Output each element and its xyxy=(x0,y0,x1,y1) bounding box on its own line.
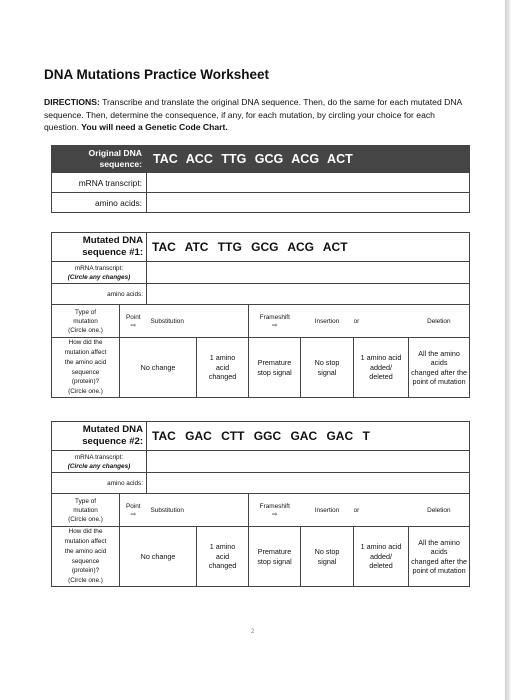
page-number: 2 xyxy=(251,629,255,635)
original-mrna-label: mRNA transcript: xyxy=(52,173,147,193)
mutation-1-mrna-label: mRNA transcript: (Circle any changes) xyxy=(52,262,147,284)
mutation-2-no-change-option[interactable]: No change xyxy=(120,527,197,587)
mutation-1-substitution-option[interactable]: Substitution xyxy=(147,305,249,338)
mutation-1-amino-label: amino acids: xyxy=(52,284,147,305)
mutation-2-effect-label: How did the mutation affect the amino acid sequence (protein)? (Circle one.) xyxy=(52,527,120,587)
mutation-2-amino-answer[interactable] xyxy=(147,473,470,494)
mutation-2-premature-stop-option[interactable]: Premature stop signal xyxy=(249,527,301,587)
original-amino-label: amino acids: xyxy=(52,193,147,213)
mutation-2-point-option[interactable]: Point ⇨ xyxy=(120,494,147,527)
mutation-1-no-change-option[interactable]: No change xyxy=(120,338,197,398)
page-shadow xyxy=(505,0,511,700)
arrow-right-icon: ⇨ xyxy=(272,510,278,518)
directions-body: Transcribe and translate the original DNA sequence. Then, do the same for each mutated DNA sequence. Then, determine the consequence, if any, for each mutation, by circling your choice for each question. xyxy=(44,97,462,133)
mutation-1-or-text: or xyxy=(354,305,409,338)
mutation-2-type-label: Type of mutation (Circle one.) xyxy=(52,494,120,527)
original-mrna-answer[interactable] xyxy=(147,173,470,193)
original-amino-answer[interactable] xyxy=(147,193,470,213)
mutation-1-effect-label: How did the mutation affect the amino acid sequence (protein)? (Circle one.) xyxy=(52,338,120,398)
mutation-1-sequence: TAC ATC TTG GCG ACG ACT xyxy=(147,233,470,262)
mutation-1-type-label: Type of mutation (Circle one.) xyxy=(52,305,120,338)
mutation-table-1 xyxy=(51,232,470,398)
mutation-1-mrna-answer[interactable] xyxy=(147,262,470,284)
mutation-table-2 xyxy=(51,421,470,587)
mutation-2-substitution-option[interactable]: Substitution xyxy=(147,494,249,527)
mutation-1-aa-added-option[interactable]: 1 amino acid added/ deleted xyxy=(354,338,409,398)
mutation-1-label: Mutated DNA sequence #1: xyxy=(52,233,147,262)
original-dna-sequence: TAC ACC TTG GCG ACG ACT xyxy=(147,146,470,173)
mutation-2-sequence: TAC GAC CTT GGC GAC GAC T xyxy=(147,422,470,451)
mutation-2-mrna-label: mRNA transcript: (Circle any changes) xyxy=(52,451,147,473)
mutation-2-label: Mutated DNA sequence #2: xyxy=(52,422,147,451)
arrow-right-icon: ⇨ xyxy=(130,510,136,518)
mutation-2-no-stop-option[interactable]: No stop signal xyxy=(301,527,354,587)
mutation-1-insertion-option[interactable]: Insertion xyxy=(301,305,354,338)
mutation-1-amino-answer[interactable] xyxy=(147,284,470,305)
directions-label: DIRECTIONS: xyxy=(44,97,100,107)
arrow-right-icon: ⇨ xyxy=(272,321,278,329)
directions-emphasis: You will need a Genetic Code Chart. xyxy=(81,122,228,133)
mutation-1-all-changed-option[interactable]: All the amino acids changed after the point of mutation xyxy=(409,338,470,398)
mutation-2-aa-changed-option[interactable]: 1 amino acid changed xyxy=(197,527,249,587)
mutation-1-point-option[interactable]: Point ⇨ xyxy=(120,305,147,338)
mutation-2-mrna-answer[interactable] xyxy=(147,451,470,473)
mutation-2-amino-label: amino acids: xyxy=(52,473,147,494)
mutation-1-no-stop-option[interactable]: No stop signal xyxy=(301,338,354,398)
original-dna-label: Original DNA sequence: xyxy=(52,146,147,173)
original-dna-table xyxy=(51,145,470,213)
worksheet-title: DNA Mutations Practice Worksheet xyxy=(44,67,270,82)
mutation-2-or-text: or xyxy=(354,494,409,527)
mutation-1-deletion-option[interactable]: Deletion xyxy=(409,305,470,338)
arrow-right-icon: ⇨ xyxy=(130,321,136,329)
directions-text xyxy=(44,96,464,134)
mutation-2-aa-added-option[interactable]: 1 amino acid added/ deleted xyxy=(354,527,409,587)
mutation-2-insertion-option[interactable]: Insertion xyxy=(301,494,354,527)
mutation-2-all-changed-option[interactable]: All the amino acids changed after the point of mutation xyxy=(409,527,470,587)
mutation-1-frameshift-label: Frameshift ⇨ xyxy=(249,305,301,338)
mutation-2-deletion-option[interactable]: Deletion xyxy=(409,494,470,527)
mutation-2-frameshift-label: Frameshift ⇨ xyxy=(249,494,301,527)
mutation-1-aa-changed-option[interactable]: 1 amino acid changed xyxy=(197,338,249,398)
mutation-1-premature-stop-option[interactable]: Premature stop signal xyxy=(249,338,301,398)
